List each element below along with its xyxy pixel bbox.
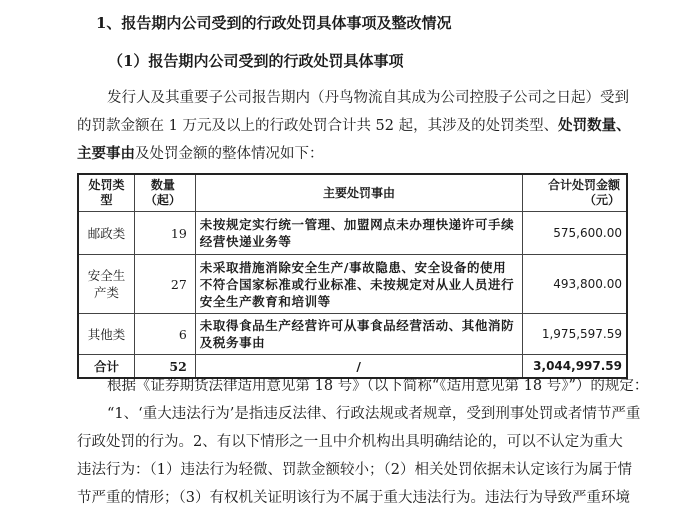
intro-line-3-bold: 主要事由	[77, 145, 135, 162]
table-header-row	[78, 174, 627, 212]
row-amount: 575,600.00	[523, 212, 627, 255]
row-type: 邮政类	[78, 212, 135, 255]
basis-line-3: 行政处罚的行为。2、有以下情形之一且中介机构出具明确结论的，可以不认定为重大	[77, 434, 623, 450]
header-amount: 合计处罚金额（元）	[523, 174, 627, 212]
row-reason: 未采取措施消除安全生产/事故隐患、安全设备的使用不符合国家标准或行业标准、未按规定对从业人员进行安全生产教育和培训等	[195, 255, 522, 314]
basis-line-5: 节严重的情形；（3）有权机关证明该行为不属于重大违法行为。违法行为导致严重环境	[77, 490, 630, 506]
intro-line-1: 发行人及其重要子公司报告期内（丹鸟物流自其成为公司控股子公司之日起）受到	[107, 90, 629, 106]
section-heading: 1、报告期内公司受到的行政处罚具体事项及整改情况	[96, 14, 452, 32]
penalty-table	[77, 173, 628, 379]
intro-paragraph	[77, 84, 651, 168]
basis-line-4: 违法行为：（1）违法行为轻微、罚款金额较小；（2）相关处罚依据未认定该行为属于情	[77, 462, 632, 478]
intro-line-2-text: 的罚款金额在 1 万元及以上的行政处罚合计共 52 起，其涉及的处罚类型、	[77, 118, 559, 134]
intro-line-2	[77, 112, 651, 140]
row-count: 19	[135, 212, 196, 255]
total-amount: 3,044,997.59	[523, 355, 627, 379]
row-type: 安全生产类	[78, 255, 135, 314]
total-reason: /	[195, 355, 522, 379]
basis-line-1: 根据《证券期货法律适用意见第 18 号》（以下简称“《适用意见第 18 号》”）的规定：	[107, 378, 649, 394]
total-count: 52	[135, 355, 196, 379]
row-reason: 未按规定实行统一管理、加盟网点未办理快递许可手续经营快递业务等	[195, 212, 522, 255]
row-amount: 1,975,597.59	[523, 314, 627, 355]
subsection-heading: （1）报告期内公司受到的行政处罚具体事项	[108, 52, 404, 70]
intro-line-2-bold: 处罚数量、	[558, 117, 631, 134]
row-amount: 493,800.00	[523, 255, 627, 314]
basis-line-2: “1、‘重大违法行为’是指违反法律、行政法规或者规章，受到刑事处罚或者情节严重	[107, 406, 641, 422]
header-count: 数量（起）	[135, 174, 196, 212]
intro-line-3	[77, 140, 651, 168]
row-reason: 未取得食品生产经营许可从事食品经营活动、其他消防及税务事由	[195, 314, 522, 355]
header-reason: 主要处罚事由	[195, 174, 522, 212]
table-row	[78, 212, 627, 255]
header-type: 处罚类型	[78, 174, 135, 212]
row-count: 27	[135, 255, 196, 314]
total-label: 合计	[78, 355, 135, 379]
row-type: 其他类	[78, 314, 135, 355]
basis-paragraph	[77, 372, 651, 512]
intro-line-3-text: 及处罚金额的整体情况如下：	[135, 146, 324, 162]
row-count: 6	[135, 314, 196, 355]
table-row	[78, 314, 627, 355]
table-row	[78, 255, 627, 314]
